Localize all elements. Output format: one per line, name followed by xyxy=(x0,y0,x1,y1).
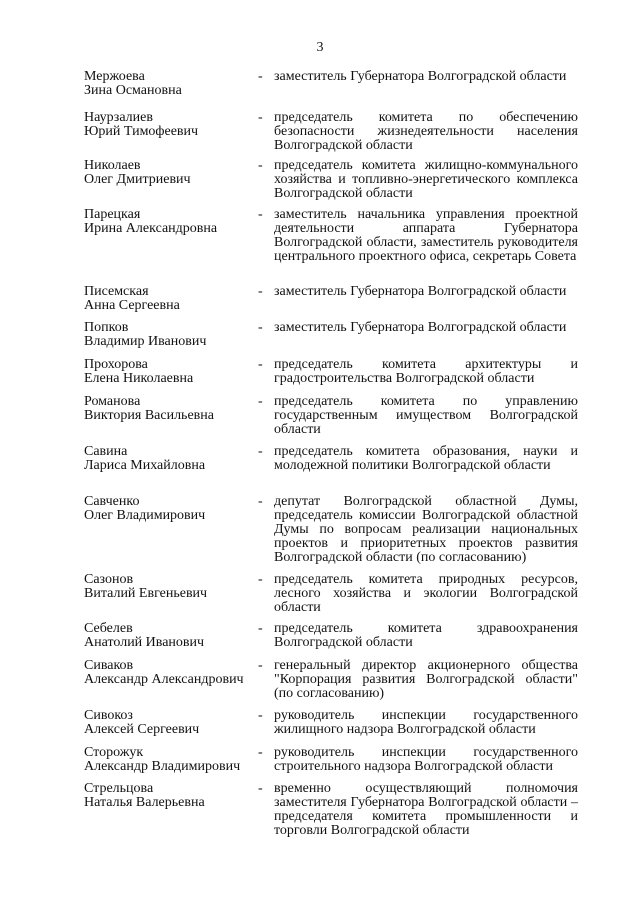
member-name xyxy=(84,445,249,473)
member-role: заместитель Губернатора Волгоградской области xyxy=(274,284,567,299)
dash-separator: - xyxy=(258,621,263,636)
member-role: генеральный директор акционерного общества "Корпорация развития Волгоградской области" (по согласованию) xyxy=(274,658,578,701)
member-surname: Попков xyxy=(84,320,129,335)
member-role: руководитель инспекции государственного строительного надзора Волгоградской области xyxy=(274,745,578,774)
member-name xyxy=(84,321,249,349)
member-given-name: Алексей Сергеевич xyxy=(84,722,200,737)
member-name xyxy=(84,709,249,737)
dash-separator: - xyxy=(258,658,263,673)
member-name xyxy=(84,159,249,187)
member-given-name: Анна Сергеевна xyxy=(84,298,180,313)
member-role: заместитель начальника управления проектной деятельности аппарата Губернатора Волгоградской области, заместитель руководителя центрального проектного офиса, секретарь Совета xyxy=(274,207,578,264)
dash-separator: - xyxy=(258,69,263,84)
member-name xyxy=(84,622,249,650)
member-given-name: Лариса Михайловна xyxy=(84,458,206,473)
member-name xyxy=(84,70,249,98)
member-given-name: Виктория Васильевна xyxy=(84,408,214,423)
member-role: председатель комитета по управлению государственным имуществом Волгоградской области xyxy=(274,394,578,437)
member-given-name: Виталий Евгеньевич xyxy=(84,586,208,601)
member-surname: Писемская xyxy=(84,284,149,299)
dash-separator: - xyxy=(258,394,263,409)
member-name xyxy=(84,782,249,810)
dash-separator: - xyxy=(258,494,263,509)
member-name xyxy=(84,573,249,601)
member-role: временно осуществляющий полномочия заместителя Губернатора Волгоградской области – председателя комитета промышленности и торговли Волгоградской области xyxy=(274,781,578,838)
member-name xyxy=(84,495,249,523)
member-surname: Сиваков xyxy=(84,658,134,673)
dash-separator: - xyxy=(258,444,263,459)
member-surname: Себелев xyxy=(84,621,133,636)
member-surname: Стрельцова xyxy=(84,781,154,796)
dash-separator: - xyxy=(258,284,263,299)
member-given-name: Владимир Иванович xyxy=(84,334,207,349)
member-name xyxy=(84,395,249,423)
member-surname: Савина xyxy=(84,444,128,459)
member-role: председатель комитета архитектуры и градостроительства Волгоградской области xyxy=(274,357,578,386)
member-surname: Сивокоз xyxy=(84,708,133,723)
member-given-name: Олег Владимирович xyxy=(84,508,206,523)
member-given-name: Юрий Тимофеевич xyxy=(84,124,199,139)
member-name xyxy=(84,111,249,139)
member-given-name: Наталья Валерьевна xyxy=(84,795,205,810)
page-number: 3 xyxy=(316,40,324,55)
dash-separator: - xyxy=(258,708,263,723)
member-given-name: Олег Дмитриевич xyxy=(84,172,191,187)
dash-separator: - xyxy=(258,572,263,587)
member-name xyxy=(84,746,249,774)
member-name xyxy=(84,285,249,313)
member-surname: Николаев xyxy=(84,158,141,173)
member-surname: Романова xyxy=(84,394,141,409)
member-given-name: Александр Владимирович xyxy=(84,759,241,774)
member-role: руководитель инспекции государственного жилищного надзора Волгоградской области xyxy=(274,708,578,737)
member-role: заместитель Губернатора Волгоградской области xyxy=(274,320,567,335)
member-given-name: Александр Александрович xyxy=(84,672,244,687)
member-given-name: Зина Османовна xyxy=(84,83,182,98)
member-given-name: Анатолий Иванович xyxy=(84,635,205,650)
member-surname: Наурзалиев xyxy=(84,110,153,125)
dash-separator: - xyxy=(258,357,263,372)
member-given-name: Елена Николаевна xyxy=(84,371,194,386)
member-surname: Сторожук xyxy=(84,745,144,760)
member-surname: Прохорова xyxy=(84,357,148,372)
member-role: председатель комитета жилищно-коммунального хозяйства и топливно-энергетического комплекса Волгоградской области xyxy=(274,158,578,201)
member-role: председатель комитета природных ресурсов, лесного хозяйства и экологии Волгоградской области xyxy=(274,572,578,615)
member-surname: Мержоева xyxy=(84,69,145,84)
member-role: депутат Волгоградской областной Думы, председатель комиссии Волгоградской областной Думы по вопросам реализации национальных проектов и приоритетных проектов развития Волгоградской области (по согласованию) xyxy=(274,494,578,565)
dash-separator: - xyxy=(258,110,263,125)
member-role: заместитель Губернатора Волгоградской области xyxy=(274,69,567,84)
member-role: председатель комитета образования, науки и молодежной политики Волгоградской области xyxy=(274,444,578,473)
dash-separator: - xyxy=(258,158,263,173)
member-given-name: Ирина Александровна xyxy=(84,221,218,236)
dash-separator: - xyxy=(258,745,263,760)
member-surname: Парецкая xyxy=(84,207,141,222)
member-name xyxy=(84,208,249,236)
dash-separator: - xyxy=(258,207,263,222)
dash-separator: - xyxy=(258,320,263,335)
member-name xyxy=(84,358,249,386)
member-role: председатель комитета здравоохранения Волгоградской области xyxy=(274,621,578,650)
member-surname: Сазонов xyxy=(84,572,134,587)
member-surname: Савченко xyxy=(84,494,140,509)
member-name xyxy=(84,659,249,687)
member-role: председатель комитета по обеспечению безопасности жизнедеятельности населения Волгоградской области xyxy=(274,110,578,153)
dash-separator: - xyxy=(258,781,263,796)
